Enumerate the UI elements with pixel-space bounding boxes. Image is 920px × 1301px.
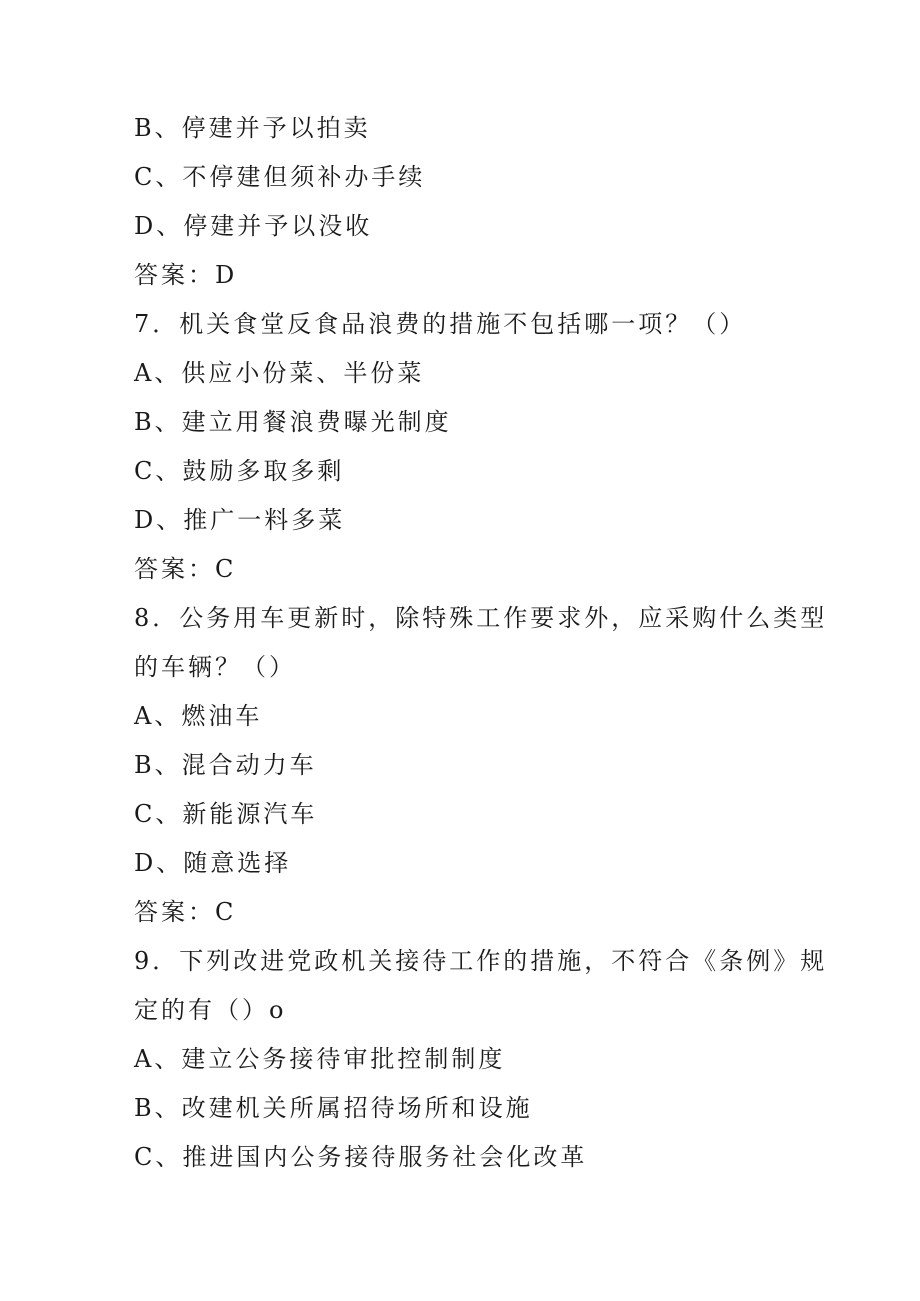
option-c-q8: C、新能源汽车	[134, 800, 318, 828]
option-b-q8: B、混合动力车	[134, 751, 317, 779]
option-d-q8: D、随意选择	[134, 849, 292, 877]
question-9-line-1: 9．下列改进党政机关接待工作的措施，不符合《条例》规	[134, 947, 828, 975]
option-a-q8: A、燃油车	[134, 702, 263, 730]
option-c-q7: C、鼓励多取多剩	[134, 457, 345, 485]
option-c-q6: C、不停建但须补办手续	[134, 163, 426, 191]
question-9-line-2: 定的有（）o	[134, 996, 287, 1024]
option-a-q7: A、供应小份菜、半份菜	[134, 359, 425, 387]
question-7: 7．机关食堂反食品浪费的措施不包括哪一项？（）	[134, 310, 747, 338]
question-8-line-2: 的车辆？（）	[134, 653, 296, 681]
document-page	[134, 104, 828, 1182]
option-b-q9: B、改建机关所属招待场所和设施	[134, 1094, 533, 1122]
question-8-line-1: 8．公务用车更新时，除特殊工作要求外，应采购什么类型	[134, 604, 828, 632]
answer-q8: 答案：C	[134, 898, 237, 926]
option-b-q7: B、建立用餐浪费曝光制度	[134, 408, 452, 436]
option-b-q6: B、停建并予以拍卖	[134, 114, 371, 142]
answer-q7: 答案：C	[134, 555, 237, 583]
option-d-q7: D、推广一料多菜	[134, 506, 346, 534]
option-d-q6: D、停建并予以没收	[134, 212, 373, 240]
option-c-q9: C、推进国内公务接待服务社会化改革	[134, 1143, 588, 1171]
option-a-q9: A、建立公务接待审批控制制度	[134, 1045, 506, 1073]
answer-q6: 答案：D	[134, 261, 238, 289]
